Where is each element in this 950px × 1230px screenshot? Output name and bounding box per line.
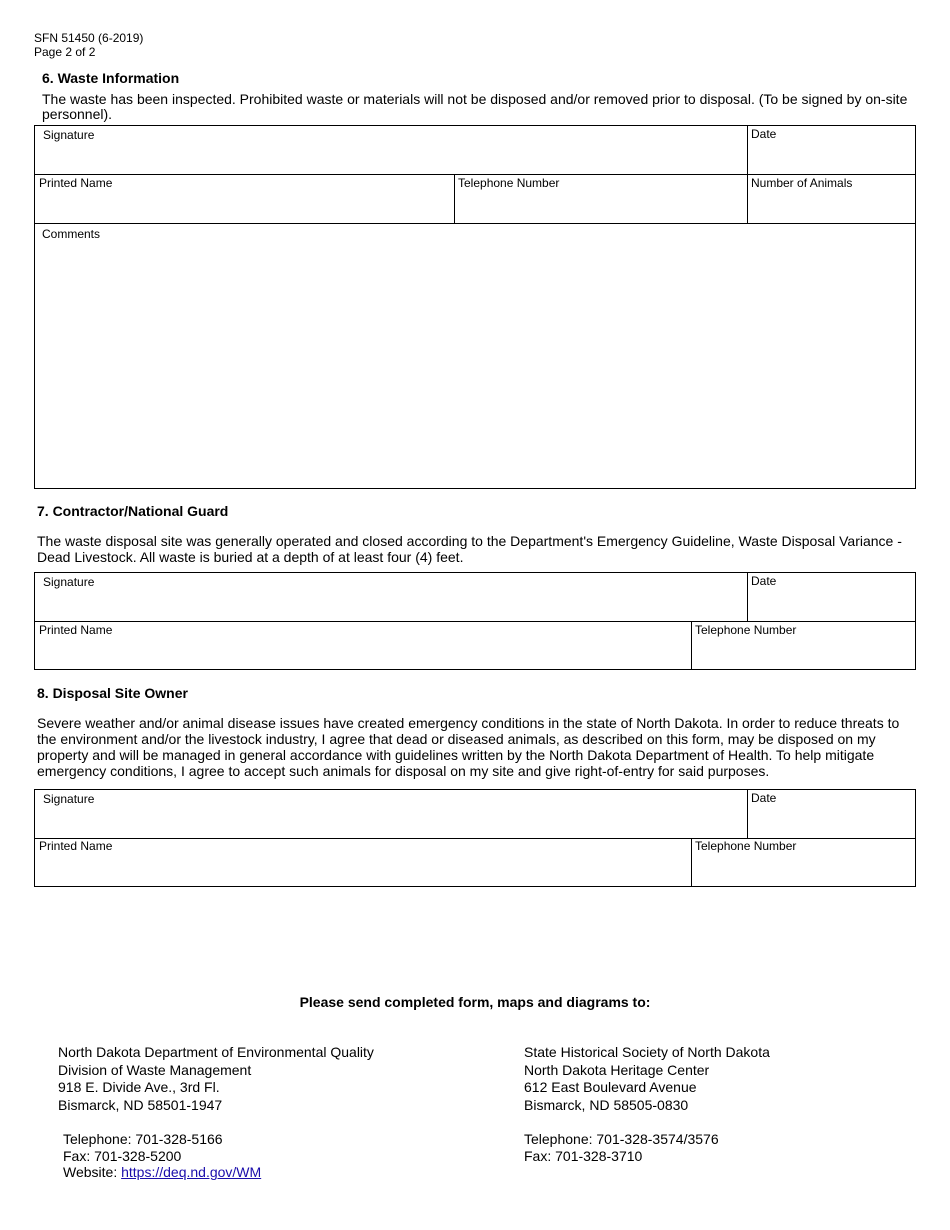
website-label: Website: — [63, 1164, 118, 1180]
section8-statement-line1: Severe weather and/or animal disease issues have created emergency conditions in the state of North Dakota. In order to reduce threats to — [37, 715, 900, 731]
right-fax: Fax: 701-328-3710 — [524, 1147, 643, 1164]
left-address-line1: North Dakota Department of Environmental Quality — [58, 1044, 374, 1060]
section7-printed-name-field[interactable]: Printed Name — [39, 623, 113, 637]
left-telephone: Telephone: 701-328-5166 — [63, 1131, 223, 1147]
left-contact-block — [63, 1131, 261, 1181]
left-address-line4: Bismarck, ND 58501-1947 — [58, 1096, 223, 1113]
section7-date-field[interactable]: Date — [751, 574, 777, 588]
left-address-block — [58, 1044, 374, 1114]
section6-date-divider — [747, 125, 748, 223]
section6-comments-field[interactable]: Comments — [42, 227, 101, 241]
send-to-heading: Please send completed form, maps and diagrams to: — [299, 994, 651, 1010]
section8-statement-line4: emergency conditions, I agree to accept such animals for disposal on my site and give right-of-entry for said purposes. — [37, 763, 770, 779]
section6-printed-name-field[interactable]: Printed Name — [39, 176, 113, 190]
section8-printed-name-field[interactable]: Printed Name — [39, 839, 113, 853]
section8-date-divider — [747, 789, 748, 838]
left-address-line2: Division of Waste Management — [58, 1061, 252, 1078]
section7-statement-line2: Dead Livestock. All waste is buried at a depth of at least four (4) feet. — [37, 549, 464, 565]
page-number: Page 2 of 2 — [34, 45, 96, 59]
section7-statement-line1: The waste disposal site was generally operated and closed according to the Department's Emergency Guideline, Waste Disposal Variance - — [37, 533, 902, 549]
form-number: SFN 51450 (6-2019) — [34, 31, 144, 45]
left-fax: Fax: 701-328-5200 — [63, 1147, 182, 1164]
section7-phone-divider — [691, 621, 692, 670]
section6-signature-field[interactable]: Signature — [43, 128, 95, 142]
right-address-line2: North Dakota Heritage Center — [524, 1061, 710, 1078]
section8-statement-line2: the environment and/or the livestock industry, I agree that dead or diseased animals, as described on this form, may be disposed on my — [37, 731, 876, 747]
section6-animals-field[interactable]: Number of Animals — [751, 176, 853, 190]
section6-divider-1 — [34, 174, 916, 175]
section6-telephone-field[interactable]: Telephone Number — [458, 176, 560, 190]
section6-statement-line1: The waste has been inspected. Prohibited waste or materials will not be disposed and/or removed prior to disposal. (To be signed by on-site — [42, 91, 908, 107]
section8-title: 8. Disposal Site Owner — [37, 685, 188, 701]
section8-signature-field[interactable]: Signature — [43, 792, 95, 806]
right-address-block — [524, 1044, 770, 1114]
section6-statement-line2: personnel). — [42, 106, 113, 122]
right-address-line3: 612 East Boulevard Avenue — [524, 1079, 697, 1095]
section7-divider — [34, 621, 916, 622]
left-website-row — [63, 1164, 261, 1181]
section7-telephone-field[interactable]: Telephone Number — [695, 623, 797, 637]
section8-phone-divider — [691, 838, 692, 887]
website-link[interactable]: https://deq.nd.gov/WM — [121, 1164, 262, 1180]
section8-statement-line3: property and will be managed in general accordance with guidelines written by the North Dakota Department of Health. To help mitigate — [37, 747, 875, 763]
section6-phone-divider — [454, 174, 455, 223]
section7-signature-field[interactable]: Signature — [43, 575, 95, 589]
section8-date-field[interactable]: Date — [751, 791, 777, 805]
section6-divider-2 — [34, 223, 916, 224]
section7-date-divider — [747, 572, 748, 621]
section6-date-field[interactable]: Date — [751, 127, 777, 141]
right-telephone: Telephone: 701-328-3574/3576 — [524, 1131, 719, 1147]
right-address-line1: State Historical Society of North Dakota — [524, 1044, 770, 1060]
left-address-line3: 918 E. Divide Ave., 3rd Fl. — [58, 1079, 220, 1095]
section7-title: 7. Contractor/National Guard — [37, 503, 229, 519]
section8-telephone-field[interactable]: Telephone Number — [695, 839, 797, 853]
section6-title: 6. Waste Information — [42, 70, 180, 86]
right-contact-block — [524, 1131, 719, 1164]
right-address-line4: Bismarck, ND 58505-0830 — [524, 1096, 689, 1113]
